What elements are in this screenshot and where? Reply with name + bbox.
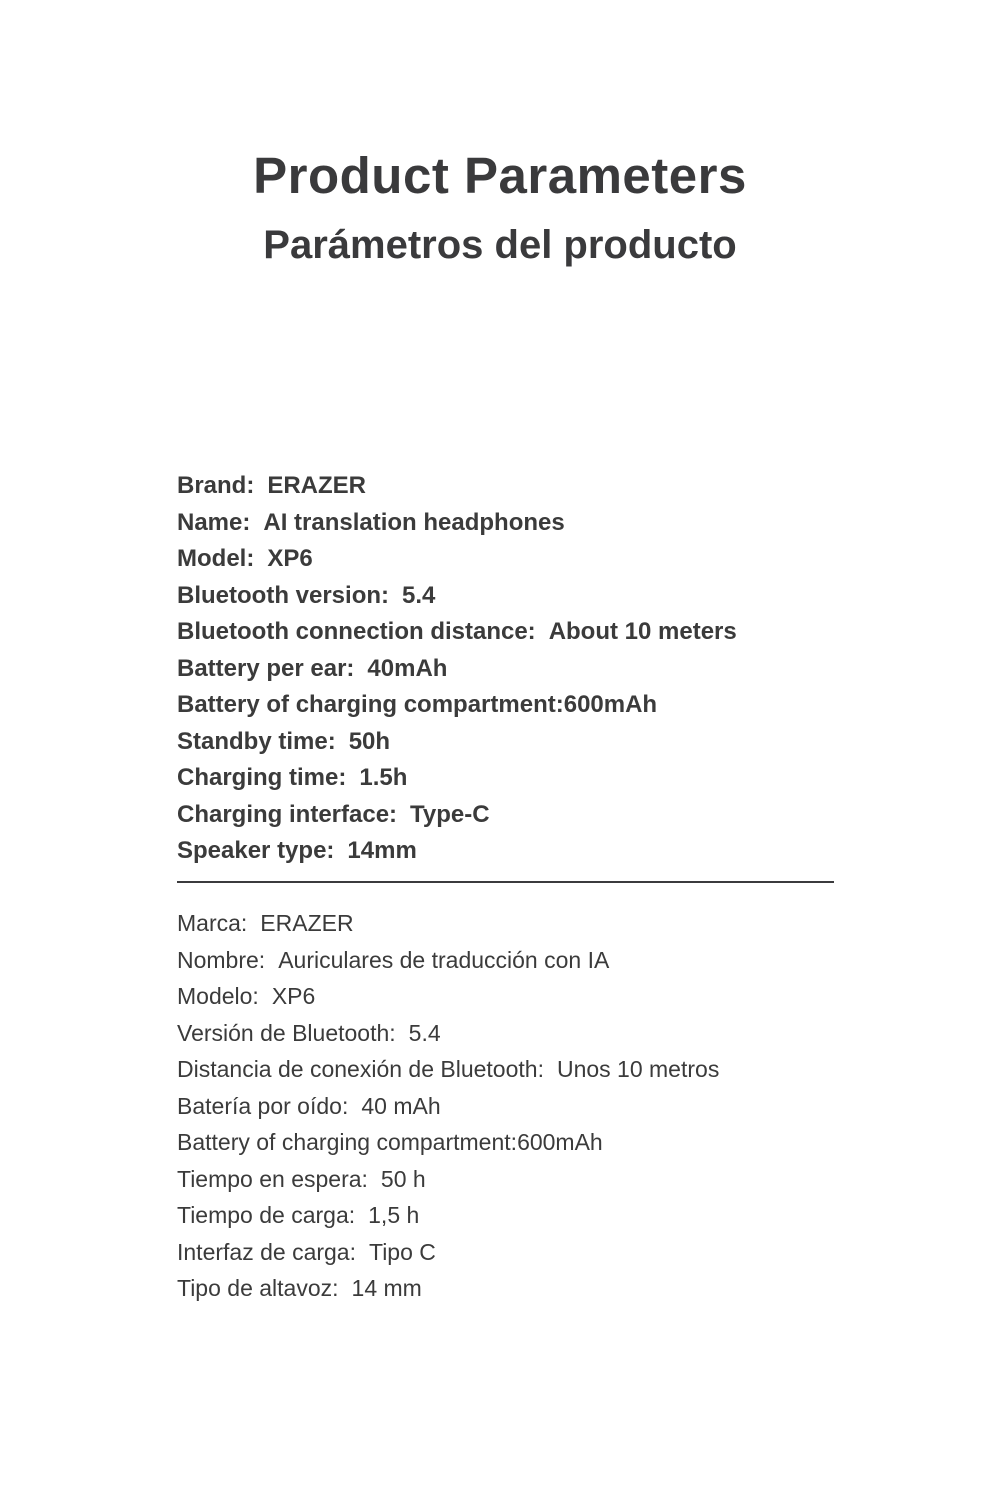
spec-list-spanish [177, 905, 719, 1307]
spec-value: 600mAh [517, 1129, 603, 1155]
spec-row-bluetooth-distance [177, 614, 737, 651]
spec-label: Brand: [177, 472, 255, 499]
spec-value: 1.5h [359, 764, 408, 791]
spec-value: 5.4 [402, 581, 436, 609]
spec-value: 600mAh [563, 691, 658, 718]
spec-value: XP6 [267, 545, 313, 572]
spec-row-standby-time [177, 724, 737, 761]
spec-label: Distancia de conexión de Bluetooth: [177, 1056, 544, 1082]
section-divider [177, 881, 834, 883]
spec-row-charging-interface [177, 797, 737, 834]
spec-value: Auriculares de traducción con IA [278, 946, 610, 973]
spec-label: Tiempo en espera: [177, 1165, 368, 1192]
spec-row-charging-time [177, 760, 737, 797]
spec-row-interfaz-carga [177, 1234, 719, 1271]
spec-label: Batería por oído: [177, 1092, 349, 1119]
spec-value: 14mm [347, 837, 417, 864]
spec-label: Charging interface: [177, 800, 398, 828]
spec-label: Tiempo de carga: [177, 1202, 356, 1228]
page-header [0, 146, 1000, 270]
spec-row-version-bluetooth [177, 1015, 719, 1052]
spec-row-tipo-altavoz [177, 1270, 719, 1307]
spec-row-marca [177, 905, 719, 942]
spec-row-tiempo-carga [177, 1197, 719, 1234]
spec-row-brand [177, 468, 737, 505]
spec-value: 50h [348, 727, 391, 755]
spec-value: 40 mAh [361, 1092, 441, 1119]
spec-value: 14 mm [351, 1275, 422, 1301]
spec-row-battery-ear [177, 651, 737, 688]
spec-row-distancia-bluetooth [177, 1051, 719, 1088]
spec-label: Tipo de altavoz: [177, 1275, 339, 1301]
spec-list-english [177, 468, 737, 870]
spec-row-nombre [177, 942, 719, 979]
spec-label: Bluetooth connection distance: [177, 618, 536, 645]
spec-value: XP6 [271, 983, 316, 1009]
spec-value: 1,5 h [368, 1202, 420, 1228]
spec-row-tiempo-espera [177, 1161, 719, 1198]
spec-row-bateria-oido [177, 1088, 719, 1125]
spec-value: ERAZER [260, 910, 354, 936]
spec-label: Bluetooth version: [177, 581, 390, 609]
spec-label: Versión de Bluetooth: [177, 1019, 396, 1046]
spec-row-bateria-compartimento [177, 1124, 719, 1161]
spec-label: Speaker type: [177, 837, 335, 864]
spec-value: Type-C [410, 800, 490, 828]
spec-value: 5.4 [408, 1019, 441, 1046]
spec-value: Unos 10 metros [556, 1056, 720, 1082]
spec-label: Name: [177, 508, 251, 536]
spec-label: Modelo: [177, 983, 259, 1009]
spec-value: About 10 meters [548, 618, 737, 645]
spec-value: AI translation headphones [263, 508, 565, 536]
spec-row-modelo [177, 978, 719, 1015]
spec-value: Tipo C [369, 1238, 436, 1265]
spec-label: Battery of charging compartment: [177, 1129, 518, 1155]
spec-value: ERAZER [267, 472, 367, 499]
spec-label: Interfaz de carga: [177, 1238, 356, 1265]
spec-label: Battery per ear: [177, 654, 355, 682]
spec-label: Standby time: [177, 727, 336, 755]
spec-row-battery-compartment [177, 687, 737, 724]
spec-label: Marca: [177, 910, 248, 936]
spec-value: 50 h [380, 1165, 426, 1192]
spec-label: Model: [177, 545, 255, 572]
spec-label: Battery of charging compartment: [177, 691, 564, 718]
spec-label: Charging time: [177, 764, 347, 791]
page-title: Product Parameters [253, 147, 747, 204]
spec-row-name [177, 505, 737, 542]
spec-row-model [177, 541, 737, 578]
page-subtitle: Parámetros del producto [263, 223, 737, 267]
spec-value: 40mAh [367, 654, 448, 682]
spec-row-speaker-type [177, 833, 737, 870]
spec-row-bluetooth-version [177, 578, 737, 615]
spec-label: Nombre: [177, 946, 266, 973]
